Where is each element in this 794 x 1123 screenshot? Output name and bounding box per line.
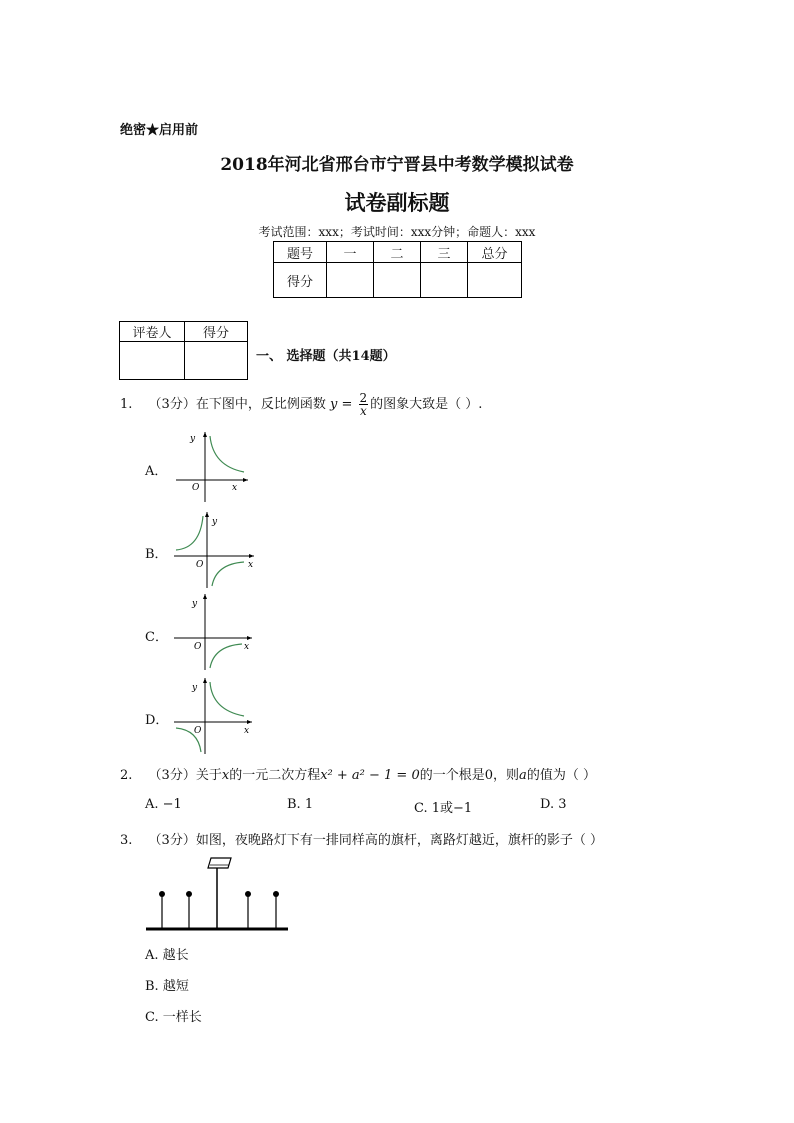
x-axis-label: x xyxy=(244,726,250,736)
hyperbola-branch-left xyxy=(176,516,203,550)
formula-var-y: y xyxy=(329,397,338,412)
question-number: 1. xyxy=(120,397,133,412)
x-axis-arrow xyxy=(249,554,254,558)
x-axis-arrow xyxy=(247,720,252,724)
fraction-denominator: x xyxy=(359,404,367,418)
question-number: 2. xyxy=(120,768,133,783)
origin-label: O xyxy=(196,560,204,570)
q3-option-b[interactable]: B. 越短 xyxy=(145,979,189,994)
question-2 xyxy=(120,764,596,783)
graph-option-c xyxy=(172,592,256,672)
y-axis-arrow xyxy=(203,594,207,599)
y-axis-label: y xyxy=(212,517,218,527)
question-text: 的一个根是 xyxy=(419,768,485,783)
exam-info: 考试范围：xxx；考试时间：xxx分钟；命题人：xxx xyxy=(258,225,536,239)
flagpole-top xyxy=(159,891,165,897)
y-axis-label: y xyxy=(190,434,196,444)
grader-header-cell: 评卷人 xyxy=(120,322,185,342)
question-3 xyxy=(120,829,603,848)
question-1 xyxy=(120,392,482,417)
question-text: 如图，夜晚路灯下有一排同样高的旗杆，离路灯越近，旗杆的影子（ ） xyxy=(195,833,603,848)
question-text: 的值为（ ） xyxy=(526,768,596,783)
question-text: 在下图中，反比例函数 xyxy=(195,397,326,412)
score-header-cell: 题号 xyxy=(274,242,327,263)
question-text: ，则 xyxy=(493,768,520,783)
origin-label: O xyxy=(192,483,200,493)
grader-header-cell: 得分 xyxy=(185,322,248,342)
score-blank-cell xyxy=(468,263,522,298)
formula-fraction xyxy=(359,392,369,417)
q2-option-d[interactable]: D. 3 xyxy=(540,797,567,812)
formula-equals: = xyxy=(337,397,357,412)
hyperbola-branch-right xyxy=(212,562,244,586)
hyperbola-branch-right xyxy=(210,682,244,716)
fraction-numerator: 2 xyxy=(359,391,368,405)
section-heading: 一、 选择题（共14题） xyxy=(256,349,396,364)
hyperbola-branch xyxy=(210,436,244,472)
streetlamp-figure xyxy=(144,854,290,934)
question-points: （3分） xyxy=(148,833,196,848)
x-axis-label: x xyxy=(232,483,238,493)
score-row-label: 得分 xyxy=(274,263,327,298)
q2-option-c[interactable]: C. 1或−1 xyxy=(414,801,473,816)
score-blank-cell xyxy=(374,263,421,298)
variable-a: a xyxy=(519,768,527,783)
grader-blank-cell xyxy=(185,342,248,380)
score-table xyxy=(273,241,522,298)
equation: x² + a² − 1 = 0 xyxy=(320,768,420,783)
hyperbola-branch xyxy=(210,644,242,668)
question-number: 3. xyxy=(120,833,133,848)
graph-option-b xyxy=(172,510,258,590)
question-text: 的一元二次方程 xyxy=(229,768,321,783)
score-header-cell: 二 xyxy=(374,242,421,263)
confidential-label: 绝密★启用前 xyxy=(120,123,199,138)
graph-option-a xyxy=(172,428,252,504)
flagpoles xyxy=(159,891,279,929)
x-axis-arrow xyxy=(243,478,248,482)
flagpole-top xyxy=(245,891,251,897)
graph-option-d xyxy=(172,676,256,756)
question-text-end: 的图象大致是（ ）. xyxy=(370,397,483,412)
q2-option-b[interactable]: B. 1 xyxy=(287,797,314,812)
flagpole-top xyxy=(273,891,279,897)
question-text: 关于 xyxy=(195,768,222,783)
q3-option-a[interactable]: A. 越长 xyxy=(145,948,189,963)
x-axis-label: x xyxy=(248,560,254,570)
lamp-head xyxy=(208,858,231,868)
y-axis-arrow xyxy=(205,512,209,517)
option-a-label[interactable]: A． xyxy=(145,464,168,479)
score-header-cell: 一 xyxy=(327,242,374,263)
origin-label: O xyxy=(194,642,202,652)
y-axis-arrow xyxy=(203,432,207,437)
origin-label: O xyxy=(194,726,202,736)
q2-option-a[interactable]: A. −1 xyxy=(145,797,182,812)
score-blank-cell xyxy=(327,263,374,298)
exam-subtitle: 试卷副标题 xyxy=(344,190,450,215)
question-points: （3分） xyxy=(148,768,196,783)
y-axis-arrow xyxy=(203,678,207,683)
x-axis-label: x xyxy=(244,642,250,652)
x-axis-arrow xyxy=(247,636,252,640)
flagpole-top xyxy=(186,891,192,897)
value-zero: 0 xyxy=(484,768,494,783)
score-header-cell: 总分 xyxy=(468,242,522,263)
score-blank-cell xyxy=(421,263,468,298)
y-axis-label: y xyxy=(192,683,198,693)
grader-table xyxy=(119,321,248,380)
exam-title: 2018年河北省邢台市宁晋县中考数学模拟试卷 xyxy=(220,155,574,175)
q3-option-c[interactable]: C. 一样长 xyxy=(145,1010,202,1025)
score-header-cell: 三 xyxy=(421,242,468,263)
option-b-label[interactable]: B． xyxy=(145,547,168,562)
option-c-label[interactable]: C． xyxy=(145,630,168,645)
option-d-label[interactable]: D． xyxy=(145,713,169,728)
variable-x: x xyxy=(221,768,230,783)
y-axis-label: y xyxy=(192,599,198,609)
question-points: （3分） xyxy=(148,397,196,412)
grader-blank-cell xyxy=(120,342,185,380)
